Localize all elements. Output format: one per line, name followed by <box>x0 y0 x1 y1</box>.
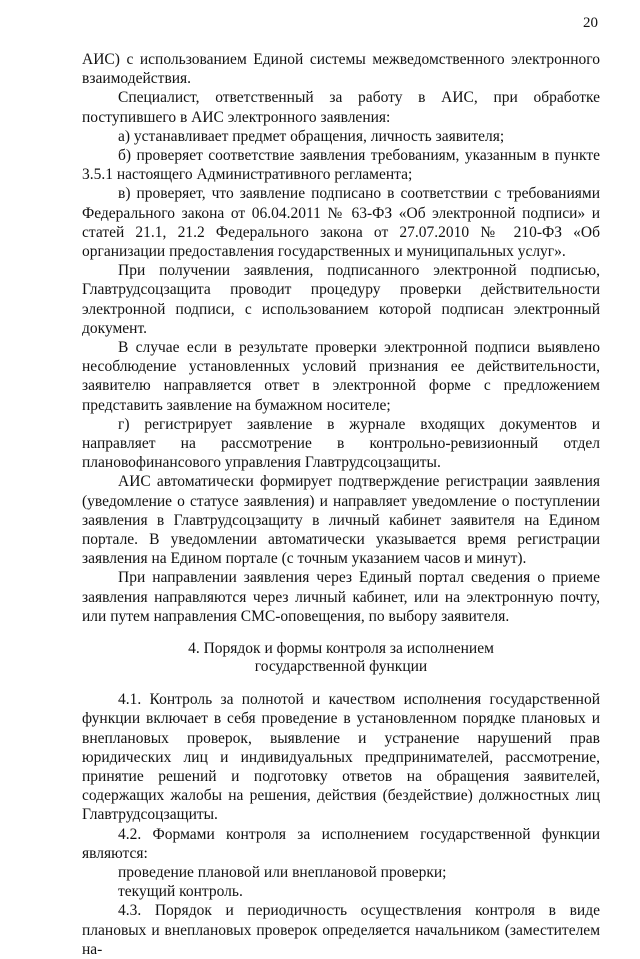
section-heading-line1: 4. Порядок и формы контроля за исполнением <box>188 640 494 658</box>
paragraph-signature-invalid: В случае если в результате проверки электронной подписи выявлено несоблюдение установленных условий признания ее действительности, заявителю направляется ответ в электронной форме с предложением представить заявление на бумажном носителе; <box>82 339 600 414</box>
paragraph-portal-info: При направлении заявления через Единый портал сведения о приеме заявления направляются через личный кабинет, или на электронную почту, или путем направления СМС-оповещения, по выбору заявителя. <box>82 569 600 625</box>
paragraph-signature-check: При получении заявления, подписанного электронной подписью, Главтрудсоцзащита проводит процедуру проверки действительности электронной подписи, с использованием которой подписан электронный документ. <box>82 262 600 337</box>
paragraph-4-2: 4.2. Формами контроля за исполнением государственной функции являются: <box>82 825 600 862</box>
page-number: 20 <box>583 15 598 31</box>
paragraph-4-3: 4.3. Порядок и периодичность осуществления контроля в виде плановых и внеплановых проверок определяется начальником (заместителем на- <box>82 902 600 958</box>
list-item-current-control: текущий контроль. <box>118 883 243 901</box>
section-heading-line2: государственной функции <box>254 658 428 676</box>
list-item-v: в) проверяет, что заявление подписано в соответствии с требованиями Федерального закона от 06.04.2011 № 63-ФЗ «Об электронной подписи» и статей 21.1, 21.2 Федерального закона от 27.07.2010 № 210-ФЗ «Об организации предоставления государственных и муниципальных услуг». <box>82 185 600 261</box>
paragraph-ais-notification: АИС автоматически формирует подтверждение регистрации заявления (уведомление о статусе заявления) и направляет уведомление о поступлении заявления в Главтрудсоцзащиту в личный кабинет заявителя на Едином портале. В уведомлении автоматически указывается время регистрации заявления на Едином портале (с точным указанием часов и минут). <box>82 473 600 568</box>
section-heading <box>82 640 600 676</box>
list-item-planned-check: проведение плановой или внеплановой проверки; <box>118 863 447 881</box>
paragraph-4-1: 4.1. Контроль за полнотой и качеством исполнения государственной функции включает в себя проведение в установленном порядке плановых и внеплановых проверок, выявление и устранение нарушений прав юридических лиц и индивидуальных предпринимателей, рассмотрение, принятие решений и подготовку ответов на обращения заявителей, содержащих жалобы на решения, действия (бездействие) должностных лиц Главтрудсоцзащиты. <box>82 691 600 824</box>
list-item-b: б) проверяет соответствие заявления требованиям, указанным в пункте 3.5.1 настоящего Административного регламента; <box>82 147 600 184</box>
list-item-a: а) устанавливает предмет обращения, личность заявителя; <box>118 127 505 145</box>
paragraph-specialist: Специалист, ответственный за работу в АИС, при обработке поступившего в АИС электронного заявления: <box>82 89 600 126</box>
paragraph-continuation: АИС) с использованием Единой системы межведомственного электронного взаимодействия. <box>82 51 600 88</box>
list-item-g: г) регистрирует заявление в журнале входящих документов и направляет на рассмотрение в контрольно-ревизионный отдел плановофинансового управления Главтрудсоцзащиты. <box>82 415 600 472</box>
